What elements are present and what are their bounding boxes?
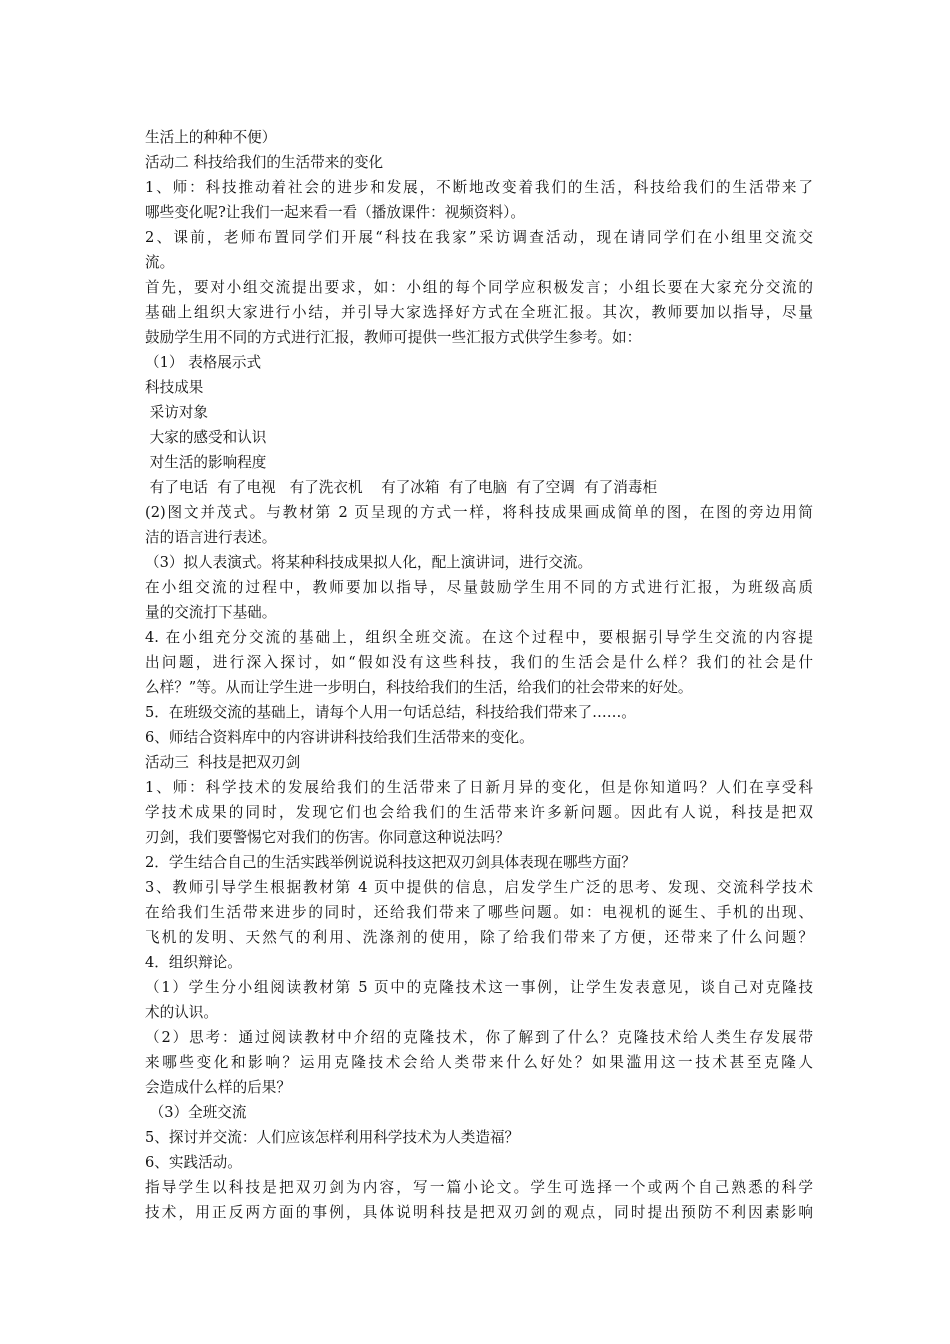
text-line: （1） 表格展示式 [145,354,262,371]
text-line: 出问题，进行深入探讨，如“假如没有这些科技，我们的生活会是什么样？我们的社会是什 [145,654,813,671]
text-line: （3）全班交流 [145,1104,247,1121]
text-line: 科技成果 [145,379,204,396]
text-line: 哪些变化呢?让我们一起来看一看（播放课件：视频资料）。 [145,204,525,221]
text-line: 洁的语言进行表述。 [145,529,277,546]
text-line: 采访对象 [145,404,209,421]
text-line: 指导学生以科技是把双刃剑为内容，写一篇小论文。学生可选择一个或两个自己熟悉的科学 [145,1179,813,1196]
text-line: 1、师：科技推动着社会的进步和发展，不断地改变着我们的生活，科技给我们的生活带来了 [145,179,813,196]
text-line: （1）学生分小组阅读教材第 5 页中的克隆技术这一事例，让学生发表意见，谈自己对克隆技 [145,979,813,996]
text-line: 5．在班级交流的基础上，请每个人用一句话总结，科技给我们带来了……。 [145,704,636,721]
text-line: 2、课前，老师布置同学们开展“科技在我家”采访调查活动，现在请同学们在小组里交流交 [145,229,813,246]
text-line: 有了电话 有了电视 有了洗衣机 有了冰箱 有了电脑 有了空调 有了消毒柜 [145,479,658,496]
text-line: 刃剑，我们要警惕它对我们的伤害。你同意这种说法吗？ [145,829,510,846]
text-line: 6、实践活动。 [145,1154,242,1171]
document-page [145,125,813,1225]
text-line: （2）思考：通过阅读教材中介绍的克隆技术，你了解到了什么？克隆技术给人类生存发展带 [145,1029,813,1046]
text-line: 在小组交流的过程中，教师要加以指导，尽量鼓励学生用不同的方式进行汇报，为班级高质 [145,579,813,596]
text-line: 么样？”等。从而让学生进一步明白，科技给我们的生活，给我们的社会带来的好处。 [145,679,693,696]
text-line: 技术，用正反两方面的事例，具体说明科技是把双刃剑的观点，同时提出预防不利因素影响 [145,1204,813,1221]
text-line: 活动三 科技是把双刃剑 [145,754,301,771]
text-line: 流。 [145,254,175,271]
text-line: （3）拟人表演式。将某种科技成果拟人化，配上演讲词，进行交流。 [145,554,593,571]
text-line: 1、师：科学技术的发展给我们的生活带来了日新月异的变化，但是你知道吗？人们在享受科 [145,779,813,796]
text-line: 术的认识。 [145,1004,218,1021]
text-line: 大家的感受和认识 [145,429,267,446]
text-line: 在给我们生活带来进步的同时，还给我们带来了哪些问题。如：电视机的诞生、手机的出现、 [145,904,813,921]
text-line: 首先，要对小组交流提出要求，如：小组的每个同学应积极发言；小组长要在大家充分交流的 [145,279,813,296]
text-line: 学技术成果的同时，发现它们也会给我们的生活带来许多新问题。因此有人说，科技是把双 [145,804,813,821]
text-line: 量的交流打下基础。 [145,604,277,621]
text-line: 对生活的影响程度 [145,454,267,471]
text-line: 基础上组织大家进行小结，并引导大家选择好方式在全班汇报。其次，教师要加以指导，尽量 [145,304,813,321]
text-line: 来哪些变化和影响？运用克隆技术会给人类带来什么好处？如果滥用这一技术甚至克隆人 [145,1054,813,1071]
text-line: 飞机的发明、天然气的利用、洗涤剂的使用，除了给我们带来了方便，还带来了什么问题？ [145,929,813,946]
text-line: 生活上的种种不便） [145,129,277,146]
text-line: 活动二 科技给我们的生活带来的变化 [145,154,384,171]
text-line: 会造成什么样的后果？ [145,1079,291,1096]
text-line: 6、师结合资料库中的内容讲讲科技给我们生活带来的变化。 [145,729,534,746]
text-line: 5、探讨并交流：人们应该怎样利用科学技术为人类造福？ [145,1129,520,1146]
text-line: 3、教师引导学生根据教材第 4 页中提供的信息，启发学生广泛的思考、发现、交流科学技术 [145,879,813,896]
text-line: 4. 在小组充分交流的基础上，组织全班交流。在这个过程中，要根据引导学生交流的内容提 [145,629,813,646]
text-line: 4．组织辩论。 [145,954,242,971]
text-line: (2)图文并茂式。与教材第 2 页呈现的方式一样，将科技成果画成简单的图，在图的旁边用简 [145,504,813,521]
text-line: 2．学生结合自己的生活实践举例说说科技这把双刃剑具体表现在哪些方面？ [145,854,636,871]
text-line: 鼓励学生用不同的方式进行汇报，教师可提供一些汇报方式供学生参考。如： [145,329,642,346]
